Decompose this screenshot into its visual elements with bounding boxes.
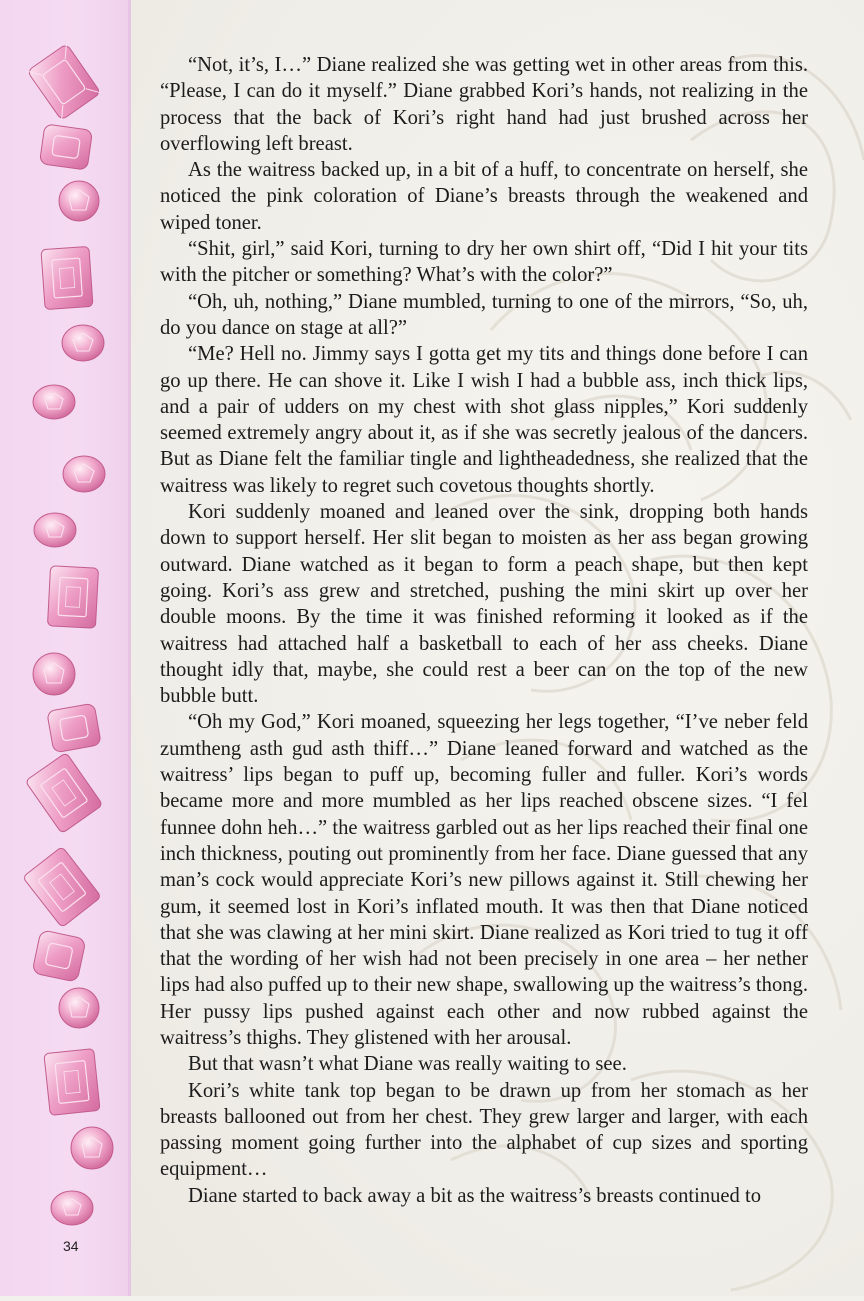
paragraph: “Oh, uh, nothing,” Diane mumbled, turning to one of the mirrors, “So, uh, do you dance on stage at all?” (160, 290, 808, 339)
round-gem-icon (62, 325, 104, 361)
paragraph: “Shit, girl,” said Kori, turning to dry her own shirt off, “Did I hit your tits with the pitcher or something? What’s with the color?” (160, 238, 808, 287)
emerald-cut-gem-icon (23, 846, 102, 927)
emerald-cut-gem-icon (47, 566, 98, 628)
round-gem-icon (59, 988, 99, 1028)
cushion-gem-icon (27, 44, 101, 121)
paragraph: Kori suddenly moaned and leaned over the sink, dropping both hands down to support herself. Her slit began to moisten as her ass began growing outward. Diane watched as it began to form a peach shape, but then kept going. Kori’s ass grew and stretched, pushing the mini skirt up over her double moons. By the time it was finished reforming it looked as if the waitress had attached half a basketball to each of her ass cheeks. Diane thought idly that, maybe, she could rest a beer can on the top of the new bubble butt. (160, 501, 808, 708)
gem-column (0, 0, 130, 1296)
round-gem-icon (71, 1127, 113, 1169)
round-gem-icon (59, 181, 99, 221)
paragraph: As the waitress backed up, in a bit of a huff, to concentrate on herself, she noticed the pink coloration of Diane’s breasts through the weakened and wiped toner. (160, 159, 808, 234)
cushion-gem-icon (47, 703, 102, 753)
story-text (160, 52, 808, 1209)
emerald-cut-gem-icon (25, 752, 103, 833)
round-gem-icon (33, 653, 75, 695)
oval-gem-icon (51, 1191, 93, 1225)
emerald-cut-gem-icon (41, 246, 93, 309)
paragraph: “Me? Hell no. Jimmy says I gotta get my tits and things done before I can go up there. He can shove it. Like I wish I had a bubble ass, inch thick lips, and a pair of udders on my chest with shot glass nipples,” Kori suddenly seemed extremely angry about it, as if she was secretly jealous of the dancers. But as Diane felt the familiar tingle and lightheadedness, she realized that the waitress was likely to regret such covetous thoughts shortly. (160, 343, 808, 497)
paragraph: “Oh my God,” Kori moaned, squeezing her legs together, “I’ve neber feld zumtheng asth gud asth thiff…” Diane leaned forward and watched as the waitress’ lips began to puff up, becoming fuller and fuller. Kori’s words became more and more mumbled as her lips reached obscene sizes. “I fel funnee dohn heh…” the waitress garbled out as her lips reached their final one inch thickness, pouting out prominently from her face. Diane guessed that any man’s cock would appreciate Kori’s new pillows against it. Still chewing her gum, it seemed lost in Kori’s inflated mouth. It was then that Diane noticed that she was clawing at her mini skirt. Diane realized as Kori tried to tug it off that the wording of her wish had not been precisely in one area – her nether lips had also puffed up to their new shape, swallowing up the waitress’s thong. Her pussy lips pushed against each other and now rubbed against the waitress’s thighs. They glistened with her arousal. (160, 711, 808, 1049)
round-gem-icon (63, 456, 105, 492)
paragraph: But that wasn’t what Diane was really waiting to see. (188, 1053, 627, 1076)
cushion-gem-icon (32, 930, 86, 983)
emerald-cut-gem-icon (44, 1049, 100, 1116)
oval-gem-icon (33, 385, 75, 419)
page-number: 34 (63, 1238, 79, 1254)
paragraph: Kori’s white tank top began to be drawn up from her stomach as her breasts ballooned out from her chest. They grew larger and larger, with each passing moment going further into the alphabet of cup sizes and sporting equipment… (160, 1079, 808, 1181)
cushion-gem-icon (39, 124, 92, 170)
paragraph: Diane started to back away a bit as the waitress’s breasts continued to (188, 1184, 762, 1207)
round-gem-icon (34, 513, 76, 547)
paragraph: “Not, it’s, I…” Diane realized she was getting wet in other areas from this. “Please, I can do it myself.” Diane grabbed Kori’s hands, not realizing in the process that the back of Kori’s right hand had just brushed across her overflowing left breast. (160, 54, 808, 155)
gem-sidebar (0, 0, 130, 1296)
